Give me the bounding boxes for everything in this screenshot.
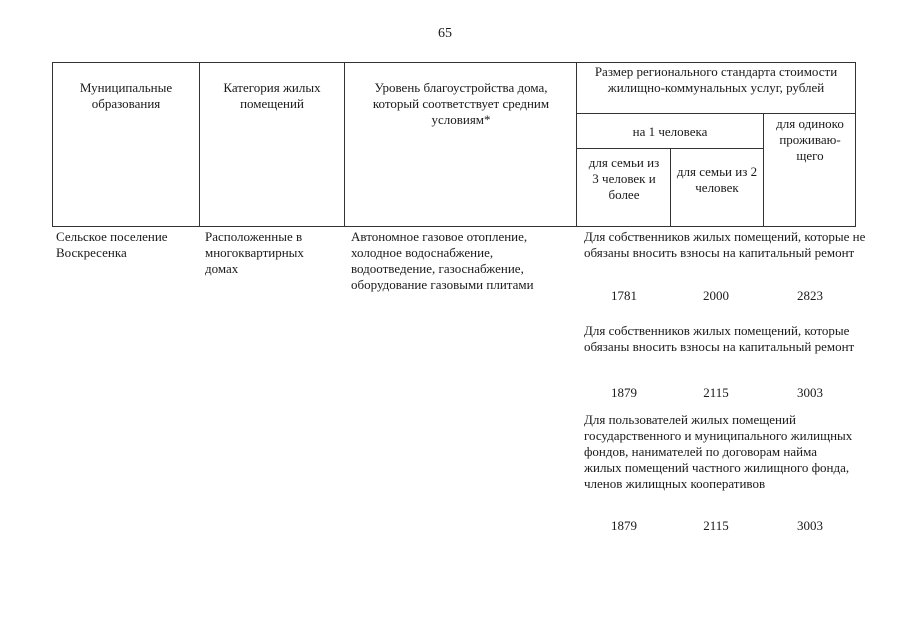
group-1-family-2-value: 2000 <box>703 288 729 303</box>
header-family-2: для семьи из 2 человек <box>676 164 758 195</box>
single-divider <box>763 113 764 227</box>
row-municipality: Сельское поселение Воскресенка <box>56 229 168 260</box>
table-divider-1 <box>199 62 200 227</box>
group-2-family-3-value: 1879 <box>611 385 637 400</box>
header-municipalities: Муниципальные образования <box>79 80 173 111</box>
page-number: 65 <box>438 26 452 41</box>
header-family-3: для семьи из 3 человек и более <box>588 155 660 202</box>
header-category: Категория жилых помещений <box>223 80 321 111</box>
table-divider-2 <box>344 62 345 227</box>
header-per-person: на 1 человека <box>632 124 708 139</box>
group-2-single-value: 3003 <box>797 385 823 400</box>
row-category: Расположенные в многоквартирных домах <box>205 229 304 276</box>
group-3-family-3-value: 1879 <box>611 518 637 533</box>
table-bottom-border <box>52 226 856 227</box>
table-left-border <box>52 62 53 227</box>
group-3-family-2-value: 2115 <box>703 518 729 533</box>
group-3-single-value: 3003 <box>797 518 823 533</box>
group-1-family-3-value: 1781 <box>611 288 637 303</box>
table-divider-3 <box>576 62 577 227</box>
header-single: для одиноко проживаю-щего <box>776 116 844 163</box>
row-amenities: Автономное газовое отопление, холодное водоснабжение, водоотведение, газоснабжение, оборудование газовыми плитами <box>351 229 534 292</box>
group-1-single-value: 2823 <box>797 288 823 303</box>
header-standard-size: Размер регионального стандарта стоимости жилищно-коммунальных услуг, рублей <box>594 64 838 95</box>
table-right-border <box>855 62 856 227</box>
group-1-label: Для собственников жилых помещений, которые не обязаны вносить взносы на капитальный ремонт <box>584 229 866 260</box>
table-top-border <box>52 62 856 63</box>
group-2-label: Для собственников жилых помещений, которые обязаны вносить взносы на капитальный ремонт <box>584 323 855 354</box>
group-2-family-2-value: 2115 <box>703 385 729 400</box>
group-3-label: Для пользователей жилых помещений государственного и муниципального жилищных фондов, нанимателей по договорам найма жилых помещений частного жилищного фонда, членов жилищных кооперативов <box>584 412 853 491</box>
group-underline <box>576 113 856 114</box>
family-divider <box>670 148 671 227</box>
header-amenities: Уровень благоустройства дома, который соответствует средним условиям* <box>372 80 550 127</box>
